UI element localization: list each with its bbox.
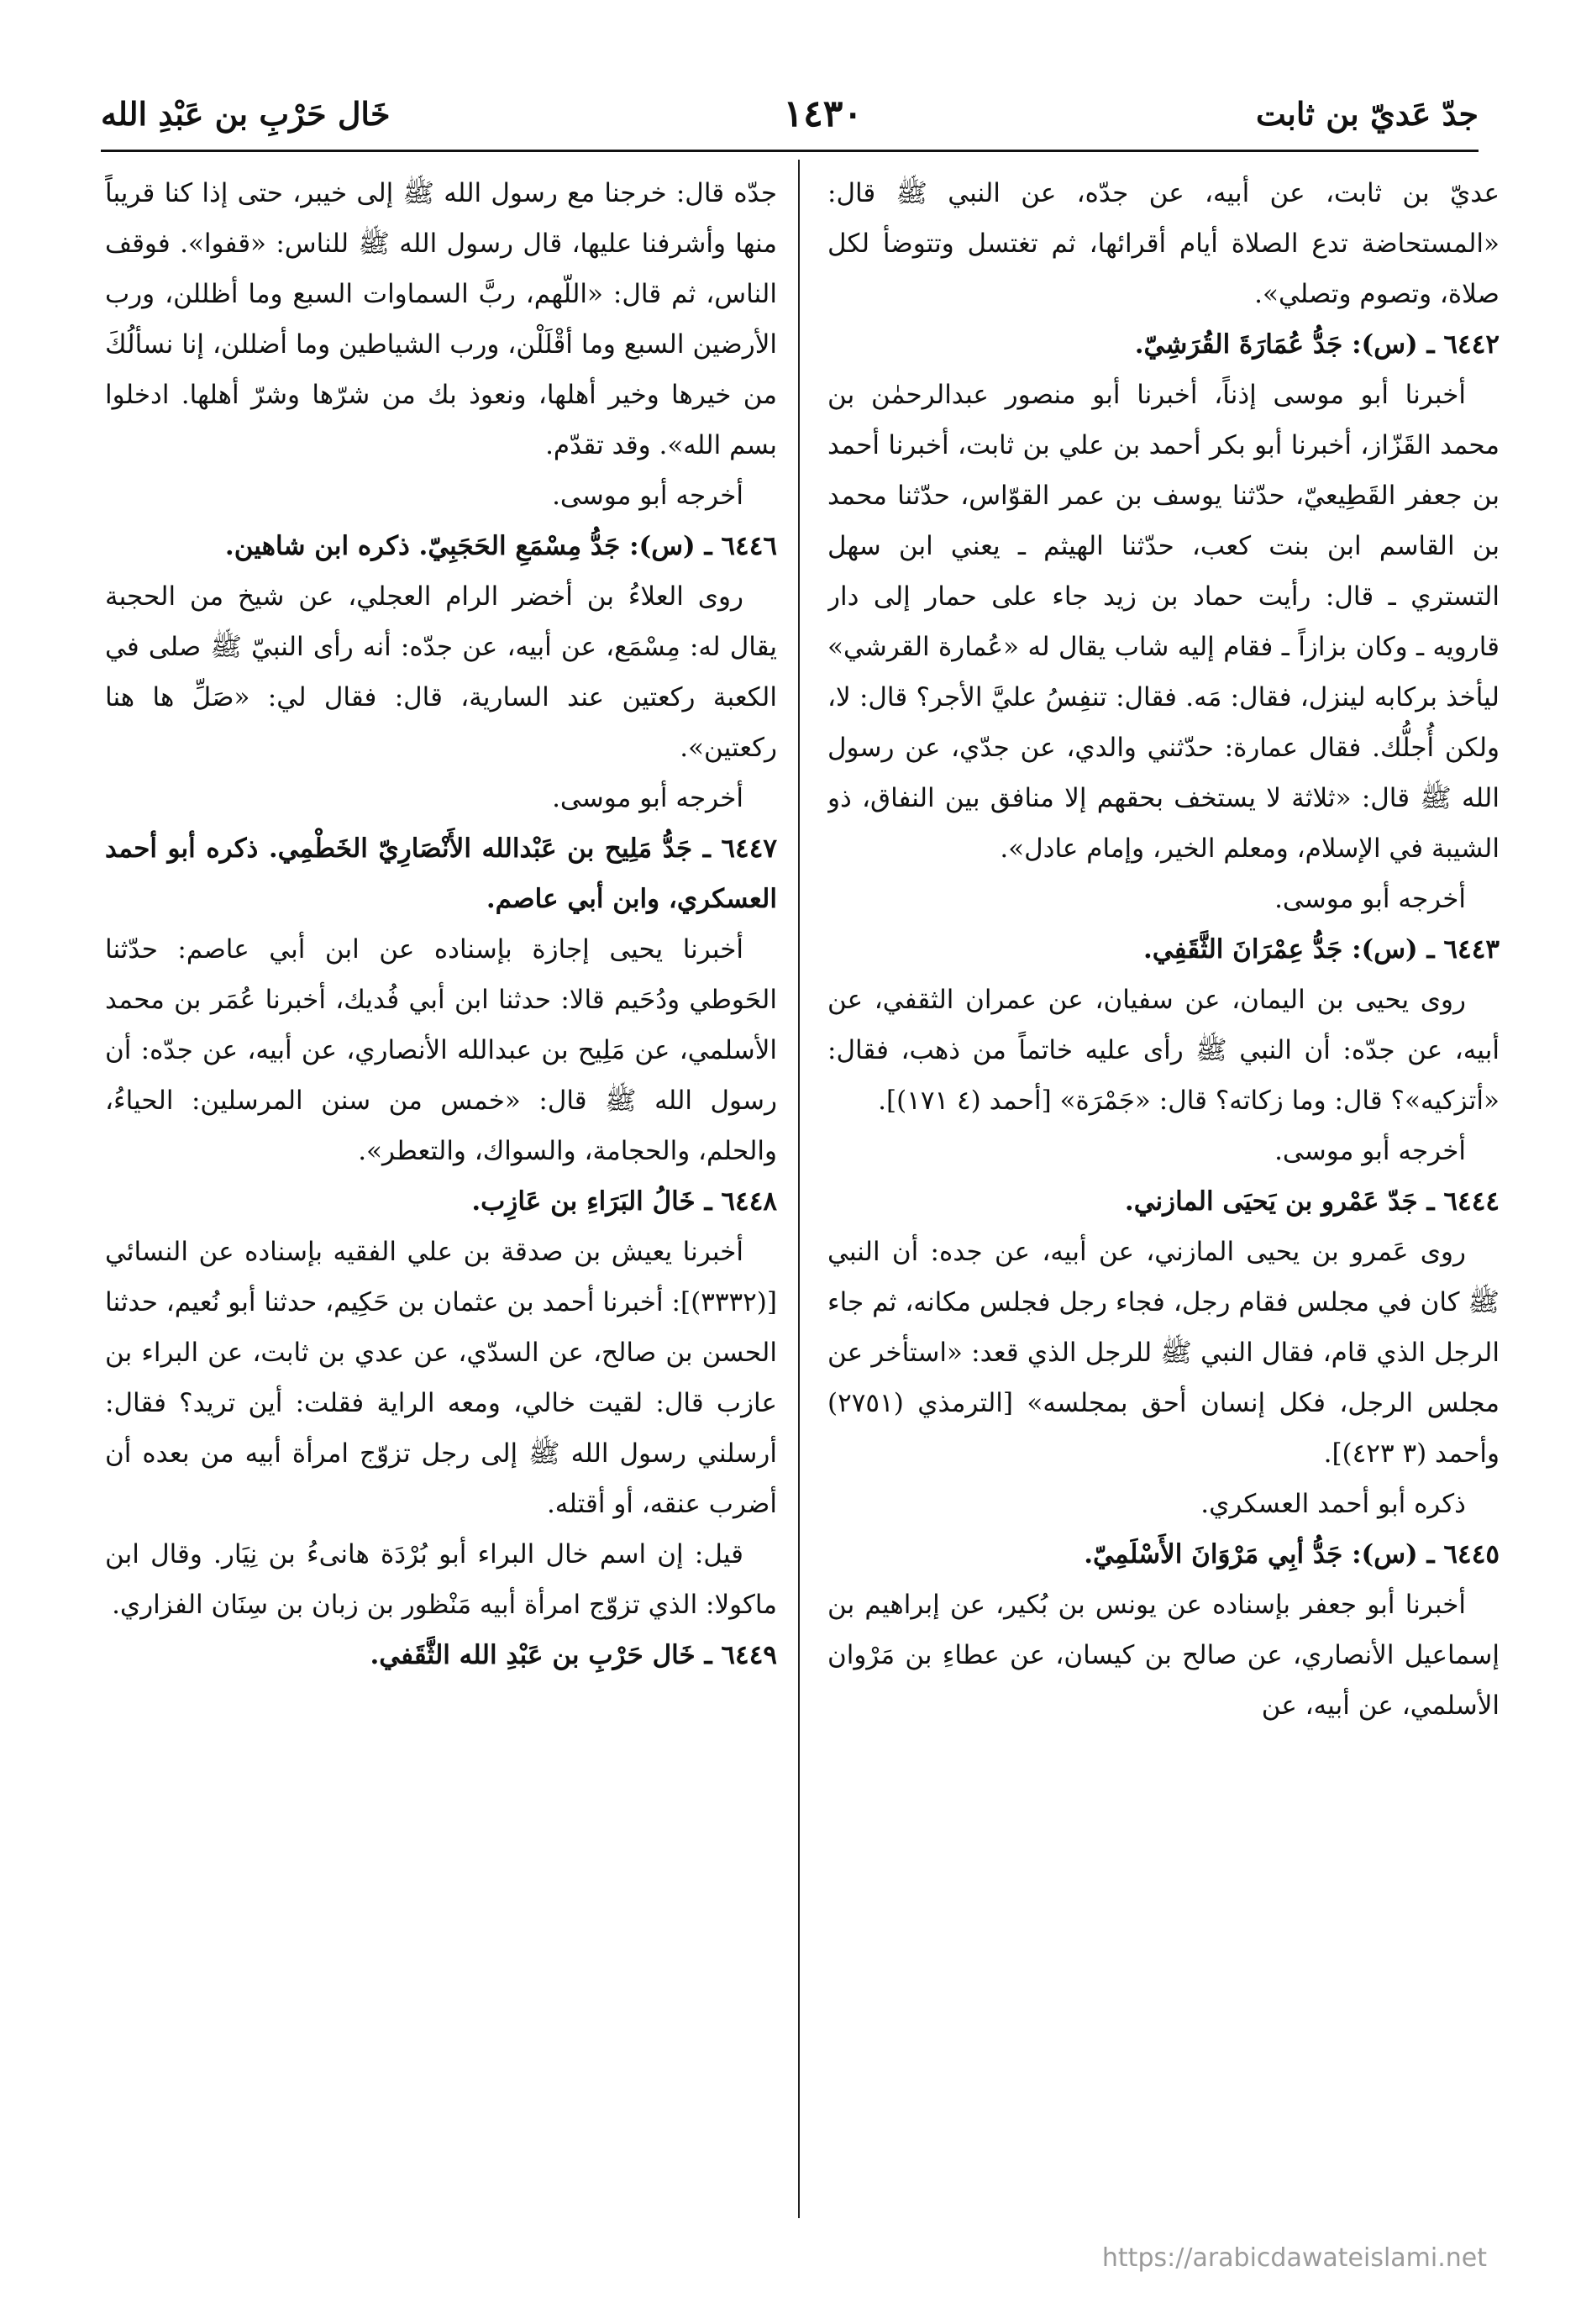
paragraph: روى العلاءُ بن أخضر الرام العجلي، عن شيخ من الحجبة يقال له: مِسْمَع، عن أبيه، عن جدّه: أنه رأى النبيّ ﷺ صلى في الكعبة ركعتين عند السارية، قال: فقال لي: «صَلِّ ها هنا ركعتين». — [105, 581, 777, 763]
running-title-left: خَال حَرْبِ بن عَبْدِ الله — [101, 94, 391, 133]
paragraph: قيل: إن اسم خال البراء أبو بُرْدَة هانىءُ بن نِيَار. وقال ابن ماكولا: الذي تزوّج امرأة أبيه مَنْظور بن زبان بن سِنَان الفزاري. — [105, 1539, 777, 1620]
paragraph: أخبرنا يعيش بن صدقة بن علي الفقيه بإسناده عن النسائي [(٣٣٣٢)]: أخبرنا أحمد بن عثمان بن حَكِيم، حدثنا أبو نُعيم، حدثنا الحسن بن صالح، عن السدّي، عن عدي بن ثابت، عن البراء بن عازب قال: لقيت خالي، ومعه الراية فقلت: أين تريد؟ فقال: أرسلني رسول الله ﷺ إلى رجل تزوّج امرأة أبيه من بعده أن أضرب عنقه، أو أقتله. — [105, 1237, 777, 1519]
entry-heading-6443: ٦٤٤٣ ـ (س): جَدُّ عِمْرَانَ الثَّقَفِي. — [1142, 934, 1500, 965]
source-watermark: https://arabicdawateislami.net — [1101, 2243, 1487, 2273]
paragraph: روى عَمرو بن يحيى المازني، عن أبيه، عن جده: أن النبي ﷺ كان في مجلس فقام رجل، فجاء رجل فجلس مكانه، ثم جاء الرجل الذي قام، فقال النبي ﷺ للرجل الذي قعد: «استأخر عن مجلس الرجل، فكل إنسان أحق بمجلسه» [الترمذي (٢٧٥١) وأحمد (٣ ٤٢٣)]. — [827, 1237, 1500, 1469]
page-number: ١٤٣٠ — [783, 92, 863, 135]
left-column — [105, 168, 777, 2235]
entry-heading-6446: ٦٤٤٦ ـ (س): جَدُّ مِسْمَعِ الحَجَبِيّ. ذكره ابن شاهين. — [224, 531, 777, 561]
paragraph: ذكره أبو أحمد العسكري. — [1200, 1489, 1466, 1519]
right-column — [827, 168, 1500, 2235]
header-rule — [101, 150, 1479, 152]
paragraph: أخرجه أبو موسى. — [552, 481, 743, 511]
entry-heading-6448: ٦٤٤٨ ـ خَالُ البَرَاءِ بن عَازِب. — [471, 1186, 777, 1217]
page-header — [101, 84, 1479, 143]
paragraph: عديّ بن ثابت، عن أبيه، عن جدّه، عن النبي ﷺ قال: «المستحاضة تدع الصلاة أيام أقرائها، ثم تغتسل وتتوضأ لكل صلاة، وتصوم وتصلي». — [827, 178, 1500, 309]
paragraph: روى يحيى بن اليمان، عن سفيان، عن عمران الثقفي، عن أبيه، عن جدّه: أن النبي ﷺ رأى عليه خاتماً من ذهب، فقال: «أتزكيه»؟ قال: وما زكاته؟ قال: «جَمْرَة» [أحمد (٤ ١٧١)]. — [827, 985, 1500, 1116]
paragraph: أخبرنا أبو موسى إذناً، أخبرنا أبو منصور عبدالرحمٰن بن محمد القَزّاز، أخبرنا أبو بكر أحمد بن علي بن ثابت، أخبرنا أحمد بن جعفر القَطِيعيّ، حدّثنا يوسف بن عمر القوّاس، حدّثنا محمد بن القاسم ابن بنت كعب، حدّثنا الهيثم ـ يعني ابن سهل التستري ـ قال: رأيت حماد بن زيد جاء على حمار إلى دار قارويه ـ وكان بزازاً ـ فقام إليه شاب يقال له «عُمارة القرشي» ليأخذ بركابه لينزل، فقال: مَه. فقال: تنفِسُ عليَّ الأجر؟ قال: لا، ولكن أُجلُّك. فقال عمارة: حدّثني والدي، عن جدّي، عن رسول الله ﷺ قال: «ثلاثة لا يستخف بحقهم إلا منافق بين النفاق، ذو الشيبة في الإسلام، ومعلم الخير، وإمام عادل». — [827, 380, 1500, 864]
entry-heading-6449: ٦٤٤٩ ـ خَال حَرْبِ بن عَبْدِ الله الثَّقَفي. — [370, 1640, 777, 1670]
running-title-right: جدّ عَديّ بن ثابت — [1255, 94, 1479, 133]
column-divider — [798, 160, 800, 2218]
paragraph: أخبرنا أبو جعفر بإسناده عن يونس بن بُكير، عن إبراهيم بن إسماعيل الأنصاري، عن صالح بن كيسان، عن عطاءِ بن مَرْوان الأسلمي، عن أبيه، عن — [827, 1590, 1500, 1721]
paragraph: أخبرنا يحيى إجازة بإسناده عن ابن أبي عاصم: حدّثنا الحَوطي ودُحَيم قالا: حدثنا ابن أبي فُديك، أخبرنا عُمَر بن محمد الأسلمي، عن مَلِيح بن عبدالله الأنصاري، عن أبيه، عن جدّه: أن رسول الله ﷺ قال: «خمس من سنن المرسلين: الحياءُ، والحلم، والحجامة، والسواك، والتعطر». — [105, 934, 777, 1166]
paragraph: جدّه قال: خرجنا مع رسول الله ﷺ إلى خيبر، حتى إذا كنا قريباً منها وأشرفنا عليها، قال رسول الله ﷺ للناس: «قفوا». فوقف الناس، ثم قال: «اللّهم، ربَّ السماوات السبع وما أظللن، ورب الأرضين السبع وما أقْلَلْن، ورب الشياطين وما أضللن، إنا نسألُكَ من خيرها وخير أهلها، ونعوذ بك من شرّها وشرّ أهلها. ادخلوا بسم الله». وقد تقدّم. — [105, 178, 777, 460]
entry-heading-6447: ٦٤٤٧ ـ جَدُّ مَلِيح بن عَبْدالله الأَنْصَارِيّ الخَطْمِي. ذكره أبو أحمد العسكري، وابن أبي عاصم. — [105, 833, 777, 914]
entry-heading-6442: ٦٤٤٢ ـ (س): جَدُّ عُمَارَةَ القُرَشِيّ. — [1134, 329, 1500, 360]
entry-heading-6445: ٦٤٤٥ ـ (س): جَدُّ أبِي مَرْوَانَ الأَسْلَمِيّ. — [1084, 1539, 1500, 1569]
entry-heading-6444: ٦٤٤٤ ـ جَدّ عَمْرو بن يَحيَى المازني. — [1124, 1186, 1500, 1217]
paragraph: أخرجه أبو موسى. — [1274, 1136, 1466, 1166]
paragraph: أخرجه أبو موسى. — [552, 783, 743, 813]
paragraph: أخرجه أبو موسى. — [1274, 884, 1466, 914]
